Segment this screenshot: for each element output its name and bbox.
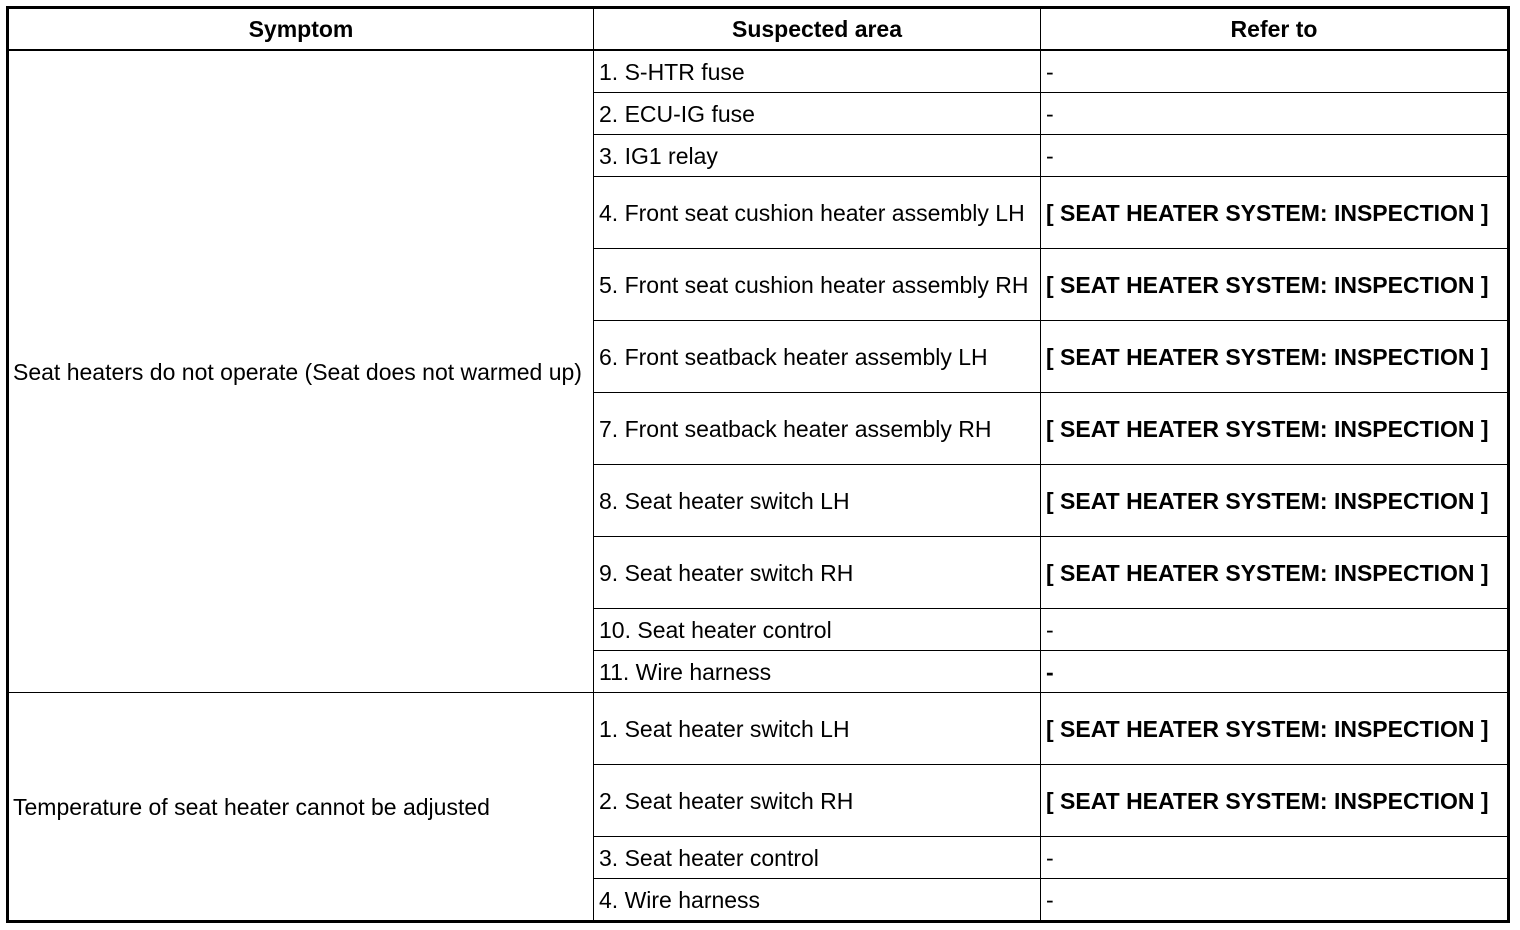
refer-to-link[interactable]: [ SEAT HEATER SYSTEM: INSPECTION ] (1041, 693, 1509, 765)
suspected-area-cell: 3. Seat heater control (594, 837, 1041, 879)
suspected-area-cell: 1. S-HTR fuse (594, 50, 1041, 93)
suspected-area-cell: 8. Seat heater switch LH (594, 465, 1041, 537)
refer-to-link[interactable]: [ SEAT HEATER SYSTEM: INSPECTION ] (1041, 177, 1509, 249)
suspected-area-cell: 11. Wire harness (594, 651, 1041, 693)
suspected-area-cell: 10. Seat heater control (594, 609, 1041, 651)
refer-to-cell: - (1041, 93, 1509, 135)
symptom-cell: Temperature of seat heater cannot be adjusted (8, 693, 594, 922)
refer-to-cell: - (1041, 135, 1509, 177)
suspected-area-cell: 3. IG1 relay (594, 135, 1041, 177)
problem-symptoms-table (6, 6, 1510, 923)
table-header-row (8, 8, 1509, 51)
refer-to-link[interactable]: [ SEAT HEATER SYSTEM: INSPECTION ] (1041, 537, 1509, 609)
refer-to-cell: - (1041, 50, 1509, 93)
suspected-area-cell: 2. Seat heater switch RH (594, 765, 1041, 837)
symptom-cell: Seat heaters do not operate (Seat does not warmed up) (8, 50, 594, 693)
suspected-area-cell: 4. Front seat cushion heater assembly LH (594, 177, 1041, 249)
suspected-area-cell: 7. Front seatback heater assembly RH (594, 393, 1041, 465)
refer-to-cell: - (1041, 837, 1509, 879)
refer-to-link[interactable]: [ SEAT HEATER SYSTEM: INSPECTION ] (1041, 765, 1509, 837)
suspected-area-cell: 1. Seat heater switch LH (594, 693, 1041, 765)
suspected-area-cell: 5. Front seat cushion heater assembly RH (594, 249, 1041, 321)
suspected-area-cell: 4. Wire harness (594, 879, 1041, 922)
suspected-area-cell: 6. Front seatback heater assembly LH (594, 321, 1041, 393)
header-symptom: Symptom (8, 8, 594, 51)
refer-to-link[interactable]: [ SEAT HEATER SYSTEM: INSPECTION ] (1041, 321, 1509, 393)
refer-to-link[interactable]: [ SEAT HEATER SYSTEM: INSPECTION ] (1041, 465, 1509, 537)
suspected-area-cell: 9. Seat heater switch RH (594, 537, 1041, 609)
refer-to-cell: - (1041, 879, 1509, 922)
refer-to-link[interactable]: [ SEAT HEATER SYSTEM: INSPECTION ] (1041, 393, 1509, 465)
refer-to-cell: - (1041, 609, 1509, 651)
header-refer-to: Refer to (1041, 8, 1509, 51)
suspected-area-cell: 2. ECU-IG fuse (594, 93, 1041, 135)
refer-to-cell: - (1041, 651, 1509, 693)
refer-to-link[interactable]: [ SEAT HEATER SYSTEM: INSPECTION ] (1041, 249, 1509, 321)
header-suspected-area: Suspected area (594, 8, 1041, 51)
table-row (8, 50, 1509, 93)
table-row (8, 693, 1509, 765)
